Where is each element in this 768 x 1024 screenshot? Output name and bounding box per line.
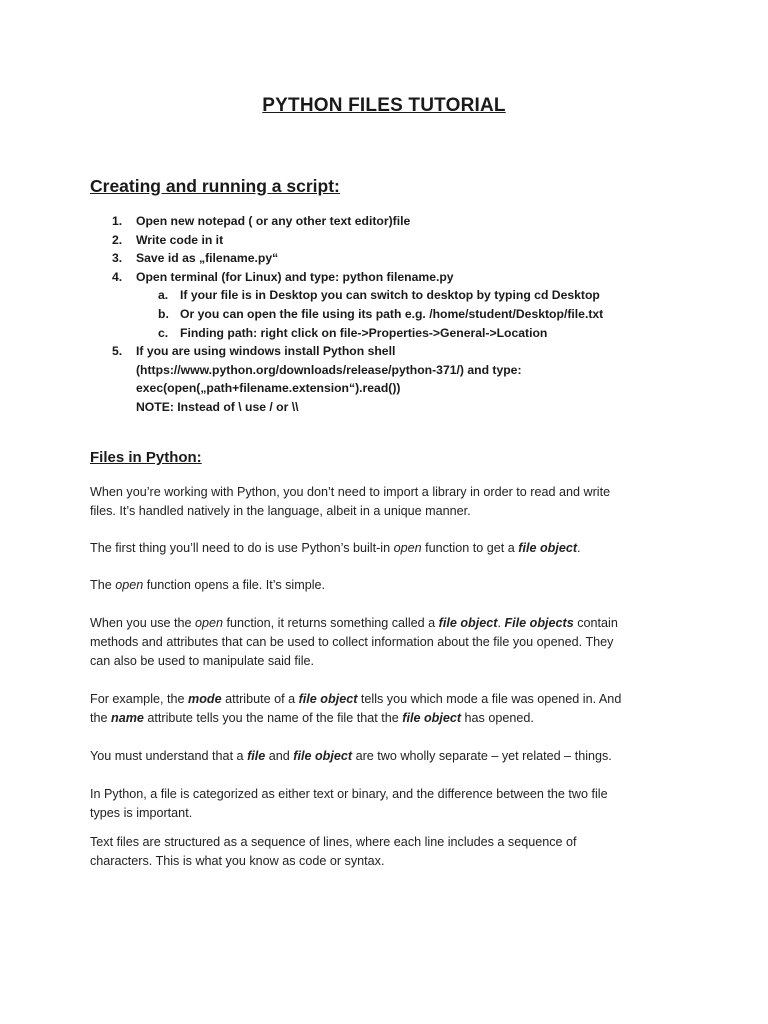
list-item-continuation: [90, 379, 690, 398]
sub-list-text: Or you can open the file using its path e.g. /home/student/Desktop/file.txt: [180, 306, 604, 321]
list-item-continuation: [90, 361, 690, 380]
list-item: [90, 342, 690, 361]
text-run-emphasis: name: [111, 711, 144, 725]
text-run-italic: open: [115, 578, 144, 592]
list-text: Open new notepad ( or any other text editor)file: [136, 214, 411, 228]
paragraph-line: [90, 690, 690, 709]
steps-list: [90, 212, 690, 417]
document-title: PYTHON FILES TUTORIAL: [262, 95, 506, 116]
text-run: function, it returns something called a: [223, 616, 439, 630]
paragraph-2: [90, 539, 690, 558]
paragraph-line: methods and attributes that can be used to collect information about the file you opened. They: [90, 635, 614, 649]
list-number: 5.: [112, 344, 123, 359]
text-run-italic: open: [393, 541, 422, 555]
text-run-emphasis: file object: [298, 692, 358, 706]
list-number: 2.: [112, 232, 123, 247]
list-item: [90, 231, 690, 250]
paragraph-line: types is important.: [90, 806, 193, 820]
list-item: [90, 249, 690, 268]
text-run-emphasis: file object: [293, 749, 353, 763]
text-run-italic: open: [195, 616, 224, 630]
section-heading-files-in-python: Files in Python:: [90, 449, 202, 466]
paragraph-line: characters. This is what you know as code or syntax.: [90, 854, 385, 868]
text-run: has opened.: [461, 711, 534, 725]
paragraph-5: [90, 690, 690, 728]
list-text: (https://www.python.org/downloads/release/python-371/) and type:: [136, 362, 522, 377]
list-item: [90, 212, 690, 231]
section-heading-creating-script: Creating and running a script:: [90, 176, 340, 196]
list-number: 3.: [112, 251, 123, 266]
text-run: are two wholly separate – yet related – things.: [352, 749, 612, 763]
list-text: exec(open(„path+filename.extension“).read()): [136, 381, 401, 396]
text-run: the: [90, 711, 112, 725]
list-item-note: [90, 398, 690, 417]
text-run: The: [90, 578, 116, 592]
paragraph-line: In Python, a file is categorized as either text or binary, and the difference between the two file: [90, 787, 608, 801]
list-text: If you are using windows install Python shell: [136, 344, 396, 359]
text-run: .: [497, 616, 505, 630]
text-run: function to get a: [421, 541, 519, 555]
list-item: [90, 268, 690, 287]
paragraph-6: [90, 747, 690, 766]
paragraph-3: [90, 576, 690, 595]
sub-list-letter: b.: [158, 306, 169, 321]
sub-list-letter: c.: [158, 325, 169, 340]
list-number: 1.: [112, 214, 123, 228]
paragraph-8: [90, 833, 690, 871]
sub-list-text-command: cd Desktop: [534, 288, 600, 303]
sub-list-text: Finding path: right click on file->Properties->General->Location: [180, 325, 548, 340]
text-run: The first thing you’ll need to do is use Python’s built-in: [90, 541, 394, 555]
paragraph-4: [90, 614, 690, 671]
paragraph-line: Text files are structured as a sequence of lines, where each line includes a sequence of: [90, 835, 577, 849]
text-run: and: [265, 749, 294, 763]
paragraph-line: [90, 709, 690, 728]
sub-list-text: [180, 286, 600, 305]
sub-list-item: [90, 324, 690, 343]
text-run-emphasis: file object: [518, 541, 578, 555]
text-run: .: [577, 541, 581, 555]
sub-list-letter: a.: [158, 288, 169, 303]
text-run: For example, the: [90, 692, 188, 706]
note-text: NOTE: Instead of \ use / or \\: [136, 399, 299, 414]
text-run: When you use the: [90, 616, 196, 630]
paragraph-line: When you’re working with Python, you don’t need to import a library in order to read and write: [90, 485, 611, 499]
list-text: Write code in it: [136, 232, 224, 247]
paragraph-1: [90, 483, 690, 521]
list-text: Open terminal (for Linux) and type: python filename.py: [136, 269, 454, 284]
list-number: 4.: [112, 269, 123, 284]
text-run: contain: [573, 616, 618, 630]
paragraph-7: [90, 785, 690, 823]
text-run: attribute of a: [221, 692, 299, 706]
text-run-emphasis: file object: [438, 616, 498, 630]
list-text: Save id as „filename.py“: [136, 251, 279, 266]
text-run-emphasis: file: [247, 749, 266, 763]
text-run: tells you which mode a file was opened in. And: [357, 692, 622, 706]
paragraph-line: files. It’s handled natively in the language, albeit in a unique manner.: [90, 504, 471, 518]
text-run-emphasis: File objects: [504, 616, 574, 630]
text-run: attribute tells you the name of the file that the: [143, 711, 403, 725]
text-run-emphasis: mode: [188, 692, 222, 706]
sub-list-item: [90, 286, 690, 305]
sub-list-item: [90, 305, 690, 324]
text-run: function opens a file. It’s simple.: [143, 578, 326, 592]
paragraph-line: can also be used to manipulate said file.: [90, 654, 315, 668]
sub-list-text-main: If your file is in Desktop you can switch to desktop by typing: [180, 288, 535, 303]
text-run: You must understand that a: [90, 749, 248, 763]
text-run-emphasis: file object: [402, 711, 462, 725]
paragraph-line: [90, 614, 690, 633]
